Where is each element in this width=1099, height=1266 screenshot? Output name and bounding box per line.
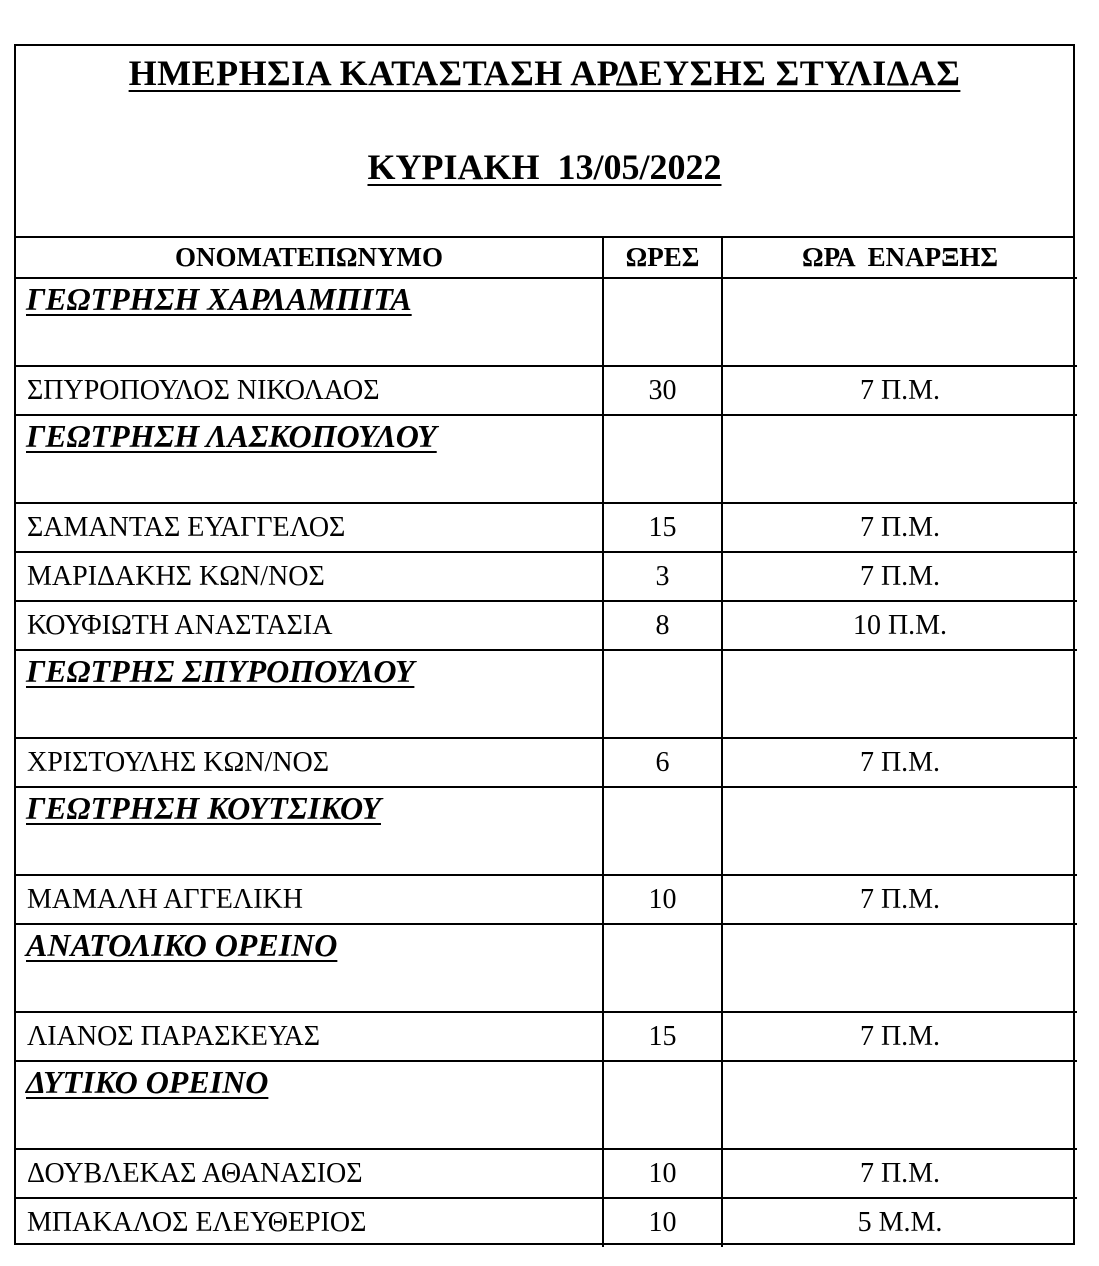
section-row [16,787,1077,875]
empty-cell [722,415,1077,503]
hours-cell: 15 [603,1012,722,1061]
section-cell [16,278,603,366]
table-row [16,552,1077,601]
hours-cell: 10 [603,1198,722,1247]
empty-cell [603,415,722,503]
person-name: ΣΑΜΑΝΤΑΣ ΕΥΑΓΓΕΛΟΣ [16,503,603,552]
hours-cell: 6 [603,738,722,787]
table-row [16,1149,1077,1198]
section-cell [16,415,603,503]
section-label: ΓΕΩΤΡΗΣΗ ΚΟΥΤΣΙΚΟΥ [26,790,381,826]
person-name: ΧΡΙΣΤΟΥΛΗΣ ΚΩΝ/ΝΟΣ [16,738,603,787]
empty-cell [722,1061,1077,1149]
section-label: ΓΕΩΤΡΗΣΗ ΧΑΡΛΑΜΠΙΤΑ [26,281,412,317]
section-row [16,415,1077,503]
start-time-cell: 7 Π.Μ. [722,738,1077,787]
section-label: ΔΥΤΙΚΟ ΟΡΕΙΝΟ [26,1064,269,1100]
person-name: ΚΟΥΦΙΩΤΗ ΑΝΑΣΤΑΣΙΑ [16,601,603,650]
start-time-cell: 7 Π.Μ. [722,552,1077,601]
table-row [16,1012,1077,1061]
empty-cell [722,787,1077,875]
section-cell [16,924,603,1012]
hours-cell: 15 [603,503,722,552]
empty-cell [603,650,722,738]
section-row [16,924,1077,1012]
empty-cell [603,1061,722,1149]
section-row [16,1061,1077,1149]
column-header-name: ΟΝΟΜΑΤΕΠΩΝΥΜΟ [16,238,603,278]
empty-cell [722,650,1077,738]
section-cell [16,787,603,875]
table-row [16,738,1077,787]
person-name: ΜΑΡΙΔΑΚΗΣ ΚΩΝ/ΝΟΣ [16,552,603,601]
start-time-cell: 7 Π.Μ. [722,1012,1077,1061]
start-time-cell: 7 Π.Μ. [722,875,1077,924]
hours-cell: 8 [603,601,722,650]
start-time-cell: 10 Π.Μ. [722,601,1077,650]
person-name: ΛΙΑΝΟΣ ΠΑΡΑΣΚΕΥΑΣ [16,1012,603,1061]
section-row [16,650,1077,738]
empty-cell [603,787,722,875]
section-label: ΓΕΩΤΡΗΣ ΣΠΥΡΟΠΟΥΛΟΥ [26,653,415,689]
start-time-cell: 5 Μ.Μ. [722,1198,1077,1247]
table-row [16,875,1077,924]
table-row [16,601,1077,650]
table-body [16,278,1077,1247]
hours-cell: 10 [603,875,722,924]
table-row [16,1198,1077,1247]
table-row [16,503,1077,552]
document-date: ΚΥΡΙΑΚΗ 13/05/2022 [367,147,722,187]
person-name: ΜΠΑΚΑΛΟΣ ΕΛΕΥΘΕΡΙΟΣ [16,1198,603,1247]
document-sheet [14,44,1075,1245]
column-header-hours: ΩΡΕΣ [603,238,722,278]
start-time-cell: 7 Π.Μ. [722,1149,1077,1198]
empty-cell [722,278,1077,366]
person-name: ΣΠΥΡΟΠΟΥΛΟΣ ΝΙΚΟΛΑΟΣ [16,366,603,415]
start-time-cell: 7 Π.Μ. [722,503,1077,552]
document-header [16,46,1073,238]
table-header-row [16,238,1077,278]
section-row [16,278,1077,366]
person-name: ΜΑΜΑΛΗ ΑΓΓΕΛΙΚΗ [16,875,603,924]
table-row [16,366,1077,415]
start-time-cell: 7 Π.Μ. [722,366,1077,415]
column-header-start-time: ΩΡΑ ΕΝΑΡΞΗΣ [722,238,1077,278]
irrigation-table [16,238,1077,1247]
section-label: ΑΝΑΤΟΛΙΚΟ ΟΡΕΙΝΟ [26,927,338,963]
section-cell [16,1061,603,1149]
person-name: ΔΟΥΒΛΕΚΑΣ ΑΘΑΝΑΣΙΟΣ [16,1149,603,1198]
hours-cell: 10 [603,1149,722,1198]
empty-cell [603,924,722,1012]
hours-cell: 30 [603,366,722,415]
section-cell [16,650,603,738]
empty-cell [722,924,1077,1012]
document-title: ΗΜΕΡΗΣΙΑ ΚΑΤΑΣΤΑΣΗ ΑΡΔΕΥΣΗΣ ΣΤΥΛΙΔΑΣ [128,53,961,93]
empty-cell [603,278,722,366]
section-label: ΓΕΩΤΡΗΣΗ ΛΑΣΚΟΠΟΥΛΟΥ [26,418,437,454]
hours-cell: 3 [603,552,722,601]
